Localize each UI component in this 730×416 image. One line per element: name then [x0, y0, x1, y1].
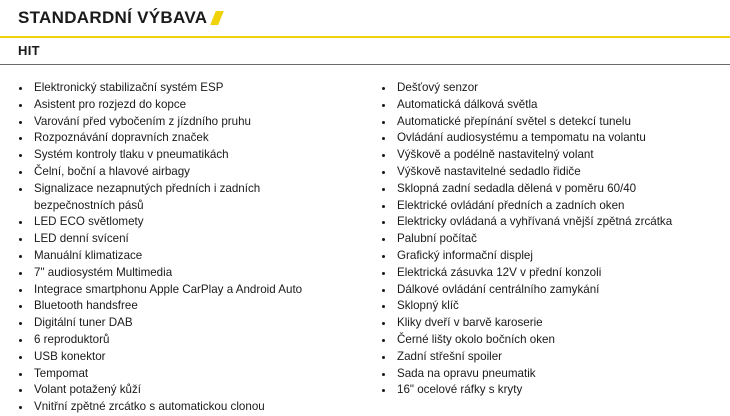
bullet-dot-icon	[19, 154, 22, 157]
bullet-dot-icon	[382, 373, 385, 376]
list-item-text: Elektronický stabilizační systém ESP	[34, 81, 224, 94]
list-item-text: Elektricky ovládaná a vyhřívaná vnější zpětná zrcátka	[397, 215, 673, 229]
list-item-text: Kliky dveří v barvě karoserie	[397, 316, 543, 330]
list-item-text: Sklopný klíč	[397, 299, 459, 313]
list-item-text: Dešťový senzor	[397, 81, 479, 94]
bullet-dot-icon	[19, 137, 22, 140]
list-item	[18, 399, 348, 416]
bullet-dot-icon	[382, 339, 385, 342]
bullet-dot-icon	[19, 255, 22, 258]
list-item	[381, 164, 721, 181]
list-item	[18, 298, 348, 315]
list-item-text: USB konektor	[34, 349, 106, 363]
list-item-text: Digitální tuner DAB	[34, 316, 133, 330]
bullet-dot-icon	[382, 322, 385, 325]
list-item	[18, 282, 348, 299]
list-item-text: Zadní střešní spoiler	[397, 349, 503, 363]
list-item	[381, 382, 721, 399]
list-item-text: Sklopná zadní sedadla dělená v poměru 60/40	[397, 181, 637, 195]
bullet-dot-icon	[382, 87, 385, 90]
list-item-text: Manuální klimatizace	[34, 248, 143, 262]
list-item	[18, 130, 348, 147]
bullet-dot-icon	[19, 356, 22, 359]
list-item	[18, 231, 348, 248]
bullet-dot-icon	[19, 305, 22, 308]
bullet-dot-icon	[382, 104, 385, 107]
bullet-dot-icon	[382, 289, 385, 292]
list-item-text: Systém kontroly tlaku v pneumatikách	[34, 148, 229, 162]
list-item-text: Ovládání audiosystému a tempomatu na volantu	[397, 131, 646, 145]
list-item-text: Integrace smartphonu Apple CarPlay a Android Auto	[34, 282, 303, 296]
list-item	[18, 164, 348, 181]
list-item-text: Asistent pro rozjezd do kopce	[34, 97, 187, 111]
list-item-text: Rozpoznávání dopravních značek	[34, 131, 209, 145]
list-item-text: Automatická dálková světla	[397, 97, 538, 111]
bullet-dot-icon	[382, 272, 385, 275]
list-item-text: 16" ocelové ráfky s kryty	[397, 383, 523, 397]
list-item-text: Elektrické ovládání předních a zadních oken	[397, 198, 625, 212]
list-item	[381, 114, 721, 131]
bullet-dot-icon	[19, 238, 22, 241]
bullet-dot-icon	[382, 356, 385, 359]
list-item-text: Signalizace nezapnutých předních i zadních	[34, 181, 261, 195]
bullet-dot-icon	[382, 255, 385, 258]
list-item-text: Varování před vybočením z jízdního pruhu	[34, 114, 251, 128]
list-item	[18, 265, 348, 282]
list-item	[18, 97, 348, 114]
list-item-text: Elektrická zásuvka 12V v přední konzoli	[397, 265, 602, 279]
list-item	[381, 298, 721, 315]
bullet-dot-icon	[382, 221, 385, 224]
list-item-text: 7" audiosystém Multimedia	[34, 265, 173, 279]
list-item	[18, 248, 348, 265]
list-item-text: Sada na opravu pneumatik	[397, 366, 536, 380]
bullet-dot-icon	[382, 389, 385, 392]
list-item	[381, 248, 721, 265]
bullet-dot-icon	[19, 373, 22, 376]
bullet-dot-icon	[19, 339, 22, 342]
list-item-text: LED denní svícení	[34, 232, 129, 246]
section-divider	[0, 64, 730, 65]
bullet-dot-icon	[19, 104, 22, 107]
bullet-dot-icon	[19, 221, 22, 224]
list-item-text: Volant potažený kůží	[34, 383, 141, 397]
list-item	[381, 147, 721, 164]
list-item	[381, 366, 721, 383]
list-item	[18, 349, 348, 366]
list-item	[381, 282, 721, 299]
list-item	[381, 181, 721, 198]
list-item-text: Tempomat	[34, 366, 89, 380]
bullet-dot-icon	[382, 188, 385, 191]
bullet-dot-icon	[19, 389, 22, 392]
list-item	[381, 130, 721, 147]
list-item-text: Výškově nastavitelné sedadlo řidiče	[397, 164, 581, 178]
bullet-dot-icon	[382, 171, 385, 174]
list-item	[381, 265, 721, 282]
list-item	[381, 349, 721, 366]
bullet-dot-icon	[19, 322, 22, 325]
list-item	[18, 147, 348, 164]
list-item	[18, 315, 348, 332]
list-item	[381, 315, 721, 332]
equipment-list-right	[381, 80, 721, 399]
bullet-dot-icon	[19, 171, 22, 174]
bullet-dot-icon	[19, 289, 22, 292]
section-title: HIT	[18, 43, 40, 58]
bullet-dot-icon	[382, 305, 385, 308]
bullet-dot-icon	[382, 238, 385, 241]
list-item	[381, 332, 721, 349]
list-item-text: Vnitřní zpětné zrcátko s automatickou clonou	[34, 400, 265, 414]
list-item	[381, 198, 721, 215]
list-item-text: Palubní počítač	[397, 232, 477, 246]
list-item	[381, 97, 721, 114]
list-item-text: 6 reproduktorů	[34, 332, 110, 346]
list-item	[381, 80, 721, 97]
list-item	[18, 114, 348, 131]
list-item-text: bezpečnostních pásů	[34, 198, 144, 212]
list-item	[18, 366, 348, 383]
list-item-text: Grafický informační displej	[397, 248, 533, 262]
bullet-dot-icon	[382, 137, 385, 140]
bullet-dot-icon	[19, 272, 22, 275]
list-item	[18, 382, 348, 399]
list-item	[18, 332, 348, 349]
equipment-list-left	[18, 80, 348, 416]
page-title: STANDARDNÍ VÝBAVA	[18, 8, 208, 27]
yellow-slash-icon	[210, 11, 224, 25]
bullet-dot-icon	[382, 205, 385, 208]
list-item-text: Čelní, boční a hlavové airbagy	[34, 164, 190, 178]
bullet-dot-icon	[19, 406, 22, 409]
list-item	[18, 181, 348, 215]
accent-divider	[0, 36, 730, 38]
list-item-text: Dálkové ovládání centrálního zamykání	[397, 282, 600, 296]
list-item-text: Černé lišty okolo bočních oken	[397, 332, 555, 346]
bullet-dot-icon	[19, 121, 22, 124]
list-item-text: Výškově a podélně nastavitelný volant	[397, 148, 594, 162]
bullet-dot-icon	[382, 121, 385, 124]
list-item-text: Automatické přepínání světel s detekcí tunelu	[397, 114, 631, 128]
bullet-dot-icon	[382, 154, 385, 157]
list-item	[18, 214, 348, 231]
bullet-dot-icon	[19, 188, 22, 191]
list-item	[381, 214, 721, 231]
page-header	[18, 6, 221, 30]
list-item	[381, 231, 721, 248]
list-item-text: Bluetooth handsfree	[34, 299, 138, 313]
list-item	[18, 80, 348, 97]
list-item-text: LED ECO světlomety	[34, 215, 144, 229]
bullet-dot-icon	[19, 87, 22, 90]
